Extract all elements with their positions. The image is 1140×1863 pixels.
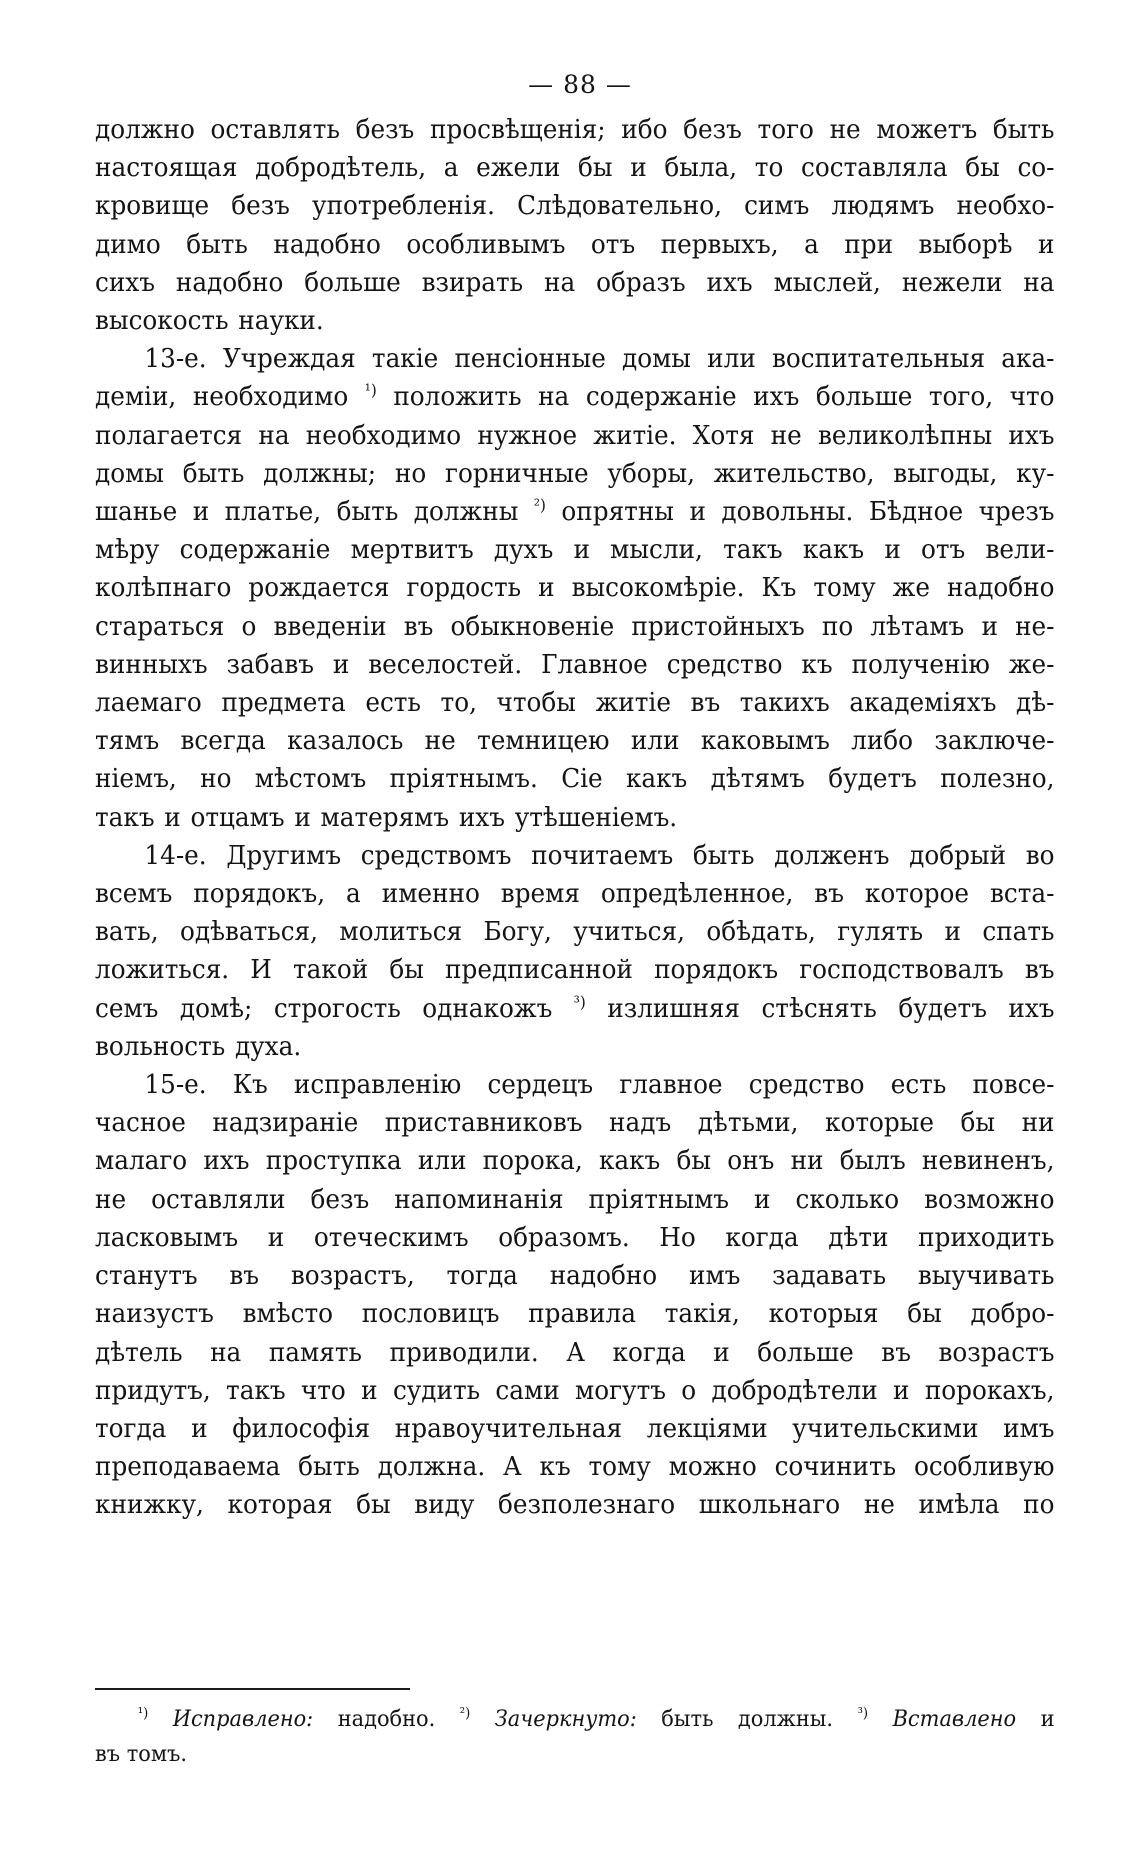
text-line: сихъ надобно больше взирать на образъ ихъ мыслей, нежели на bbox=[95, 267, 1055, 298]
text-segment: деміи, необходимо bbox=[95, 382, 349, 413]
text-line: тогда и философія нравоучительная лекціями учительскими имъ bbox=[95, 1413, 1055, 1444]
text-line: станутъ въ возрастъ, тогда надобно имъ задавать выучивать bbox=[95, 1261, 1055, 1292]
text-line: должно оставлять безъ просвѣщенія; ибо безъ того не можетъ быть bbox=[95, 115, 1055, 145]
paragraph-13-start: 13-е. Учреждая такіе пенсіонные домы или воспитательныя ака- bbox=[144, 344, 1055, 375]
text-line: высокость науки. bbox=[95, 306, 324, 337]
text-line: часное надзираніе приставниковъ надъ дѣтьми, которые бы ни bbox=[95, 1108, 1055, 1139]
text-line bbox=[95, 378, 1055, 416]
footnote-3-label: Вставлено bbox=[892, 1707, 1017, 1732]
footnote-2-label: Зачеркнуто: bbox=[494, 1707, 637, 1732]
text-line: ніемъ, но мѣстомъ пріятнымъ. Сіе какъ дѣтямъ будетъ полезно, bbox=[95, 764, 1055, 795]
footnote-line bbox=[95, 1702, 1055, 1737]
text-line: винныхъ забавъ и веселостей. Главное средство къ полученію же- bbox=[95, 649, 1055, 680]
footnote-1-label: Исправлено: bbox=[172, 1707, 314, 1732]
text-line: полагается на необходимо нужное житіе. Хотя не великолѣпны ихъ bbox=[95, 420, 1055, 451]
footnotes bbox=[95, 1702, 1055, 1772]
footnote-1-mark: ¹) bbox=[137, 1705, 149, 1722]
text-line: мѣру содержаніе мертвитъ духъ и мысли, такъ какъ и отъ вели- bbox=[95, 535, 1055, 566]
footnote-2-text: быть должны. bbox=[661, 1707, 834, 1732]
footnote-2-mark: ²) bbox=[459, 1705, 471, 1722]
text-line: малаго ихъ проступка или порока, какъ бы онъ ни былъ невиненъ, bbox=[95, 1146, 1055, 1177]
text-segment: излишняя стѣснять будетъ ихъ bbox=[607, 993, 1055, 1024]
text-line: вольность духа. bbox=[95, 1031, 302, 1062]
text-line: книжку, которая бы виду безполезнаго школьнаго не имѣла по bbox=[95, 1490, 1055, 1521]
text-line: наизустъ вмѣсто пословицъ правила такія, которыя бы добро- bbox=[95, 1299, 1055, 1330]
text-line: ласковымъ и отеческимъ образомъ. Но когда дѣти приходить bbox=[95, 1222, 1055, 1253]
text-line: такъ и отцамъ и матерямъ ихъ утѣшеніемъ. bbox=[95, 802, 678, 833]
text-line: ложиться. И такой бы предписанной порядокъ господствовалъ въ bbox=[95, 955, 1055, 986]
text-line: дѣтель на память приводили. А когда и больше въ возрастъ bbox=[95, 1337, 1055, 1368]
paragraph-15-start: 15-е. Къ исправленію сердецъ главное средство есть повсе- bbox=[144, 1070, 1055, 1101]
text-line: домы быть должны; но горничные уборы, жительство, выгоды, ку- bbox=[95, 458, 1055, 489]
footnote-divider bbox=[95, 1688, 410, 1690]
text-line: лаемаго предмета есть то, чтобы житіе въ такихъ академіяхъ дѣ- bbox=[95, 688, 1055, 719]
footnote-1-text: надобно. bbox=[337, 1707, 436, 1732]
footnote-3-mark: ³) bbox=[857, 1705, 869, 1722]
text-line: кровище безъ употребленія. Слѣдовательно, симъ людямъ необхо- bbox=[95, 191, 1055, 222]
text-line: тямъ всегда казалось не темницею или каковымъ либо заключе- bbox=[95, 726, 1055, 757]
text-segment: шанье и платье, быть должны bbox=[95, 497, 519, 528]
text-line: колѣпнаго рождается гордость и высокомѣріе. Къ тому же надобно bbox=[95, 573, 1055, 604]
text-line bbox=[95, 990, 1055, 1028]
text-line bbox=[95, 493, 1055, 531]
text-line: вать, одѣваться, молиться Богу, учиться, обѣдать, гулять и спать bbox=[95, 917, 1055, 948]
footnote-mark-2: ²) bbox=[533, 495, 546, 515]
text-segment: положить на содержаніе ихъ больше того, что bbox=[393, 382, 1055, 413]
footnote-mark-1: ¹) bbox=[364, 380, 377, 400]
text-line: настоящая добродѣтель, а ежели бы и была, то составляла бы со- bbox=[95, 153, 1055, 184]
text-line: всемъ порядокъ, а именно время опредѣленное, въ которое вста- bbox=[95, 879, 1055, 910]
text-line: придутъ, такъ что и судить сами могутъ о добродѣтели и порокахъ, bbox=[95, 1375, 1055, 1406]
text-segment: опрятны и довольны. Бѣдное чрезъ bbox=[561, 497, 1055, 528]
footnote-line: въ томъ. bbox=[95, 1742, 188, 1767]
paragraph-14-start: 14-е. Другимъ средствомъ почитаемъ быть долженъ добрый во bbox=[144, 840, 1055, 871]
text-line: стараться о введеніи въ обыкновеніе пристойныхъ по лѣтамъ и не- bbox=[95, 611, 1055, 642]
page bbox=[95, 70, 1055, 1525]
footnote-mark-3: ³) bbox=[573, 992, 586, 1012]
text-line: димо быть надобно особливымъ отъ первыхъ, а при выборѣ и bbox=[95, 229, 1055, 260]
text-line: преподаваема быть должна. А къ тому можно сочинить особливую bbox=[95, 1452, 1055, 1483]
text-line: не оставляли безъ напоминанія пріятнымъ и сколько возможно bbox=[95, 1184, 1055, 1215]
page-number: — 88 — bbox=[528, 70, 632, 99]
footnote-3-text: и bbox=[1040, 1707, 1055, 1732]
text-segment: семъ домѣ; строгость однакожъ bbox=[95, 993, 553, 1024]
main-text bbox=[95, 111, 1055, 1525]
